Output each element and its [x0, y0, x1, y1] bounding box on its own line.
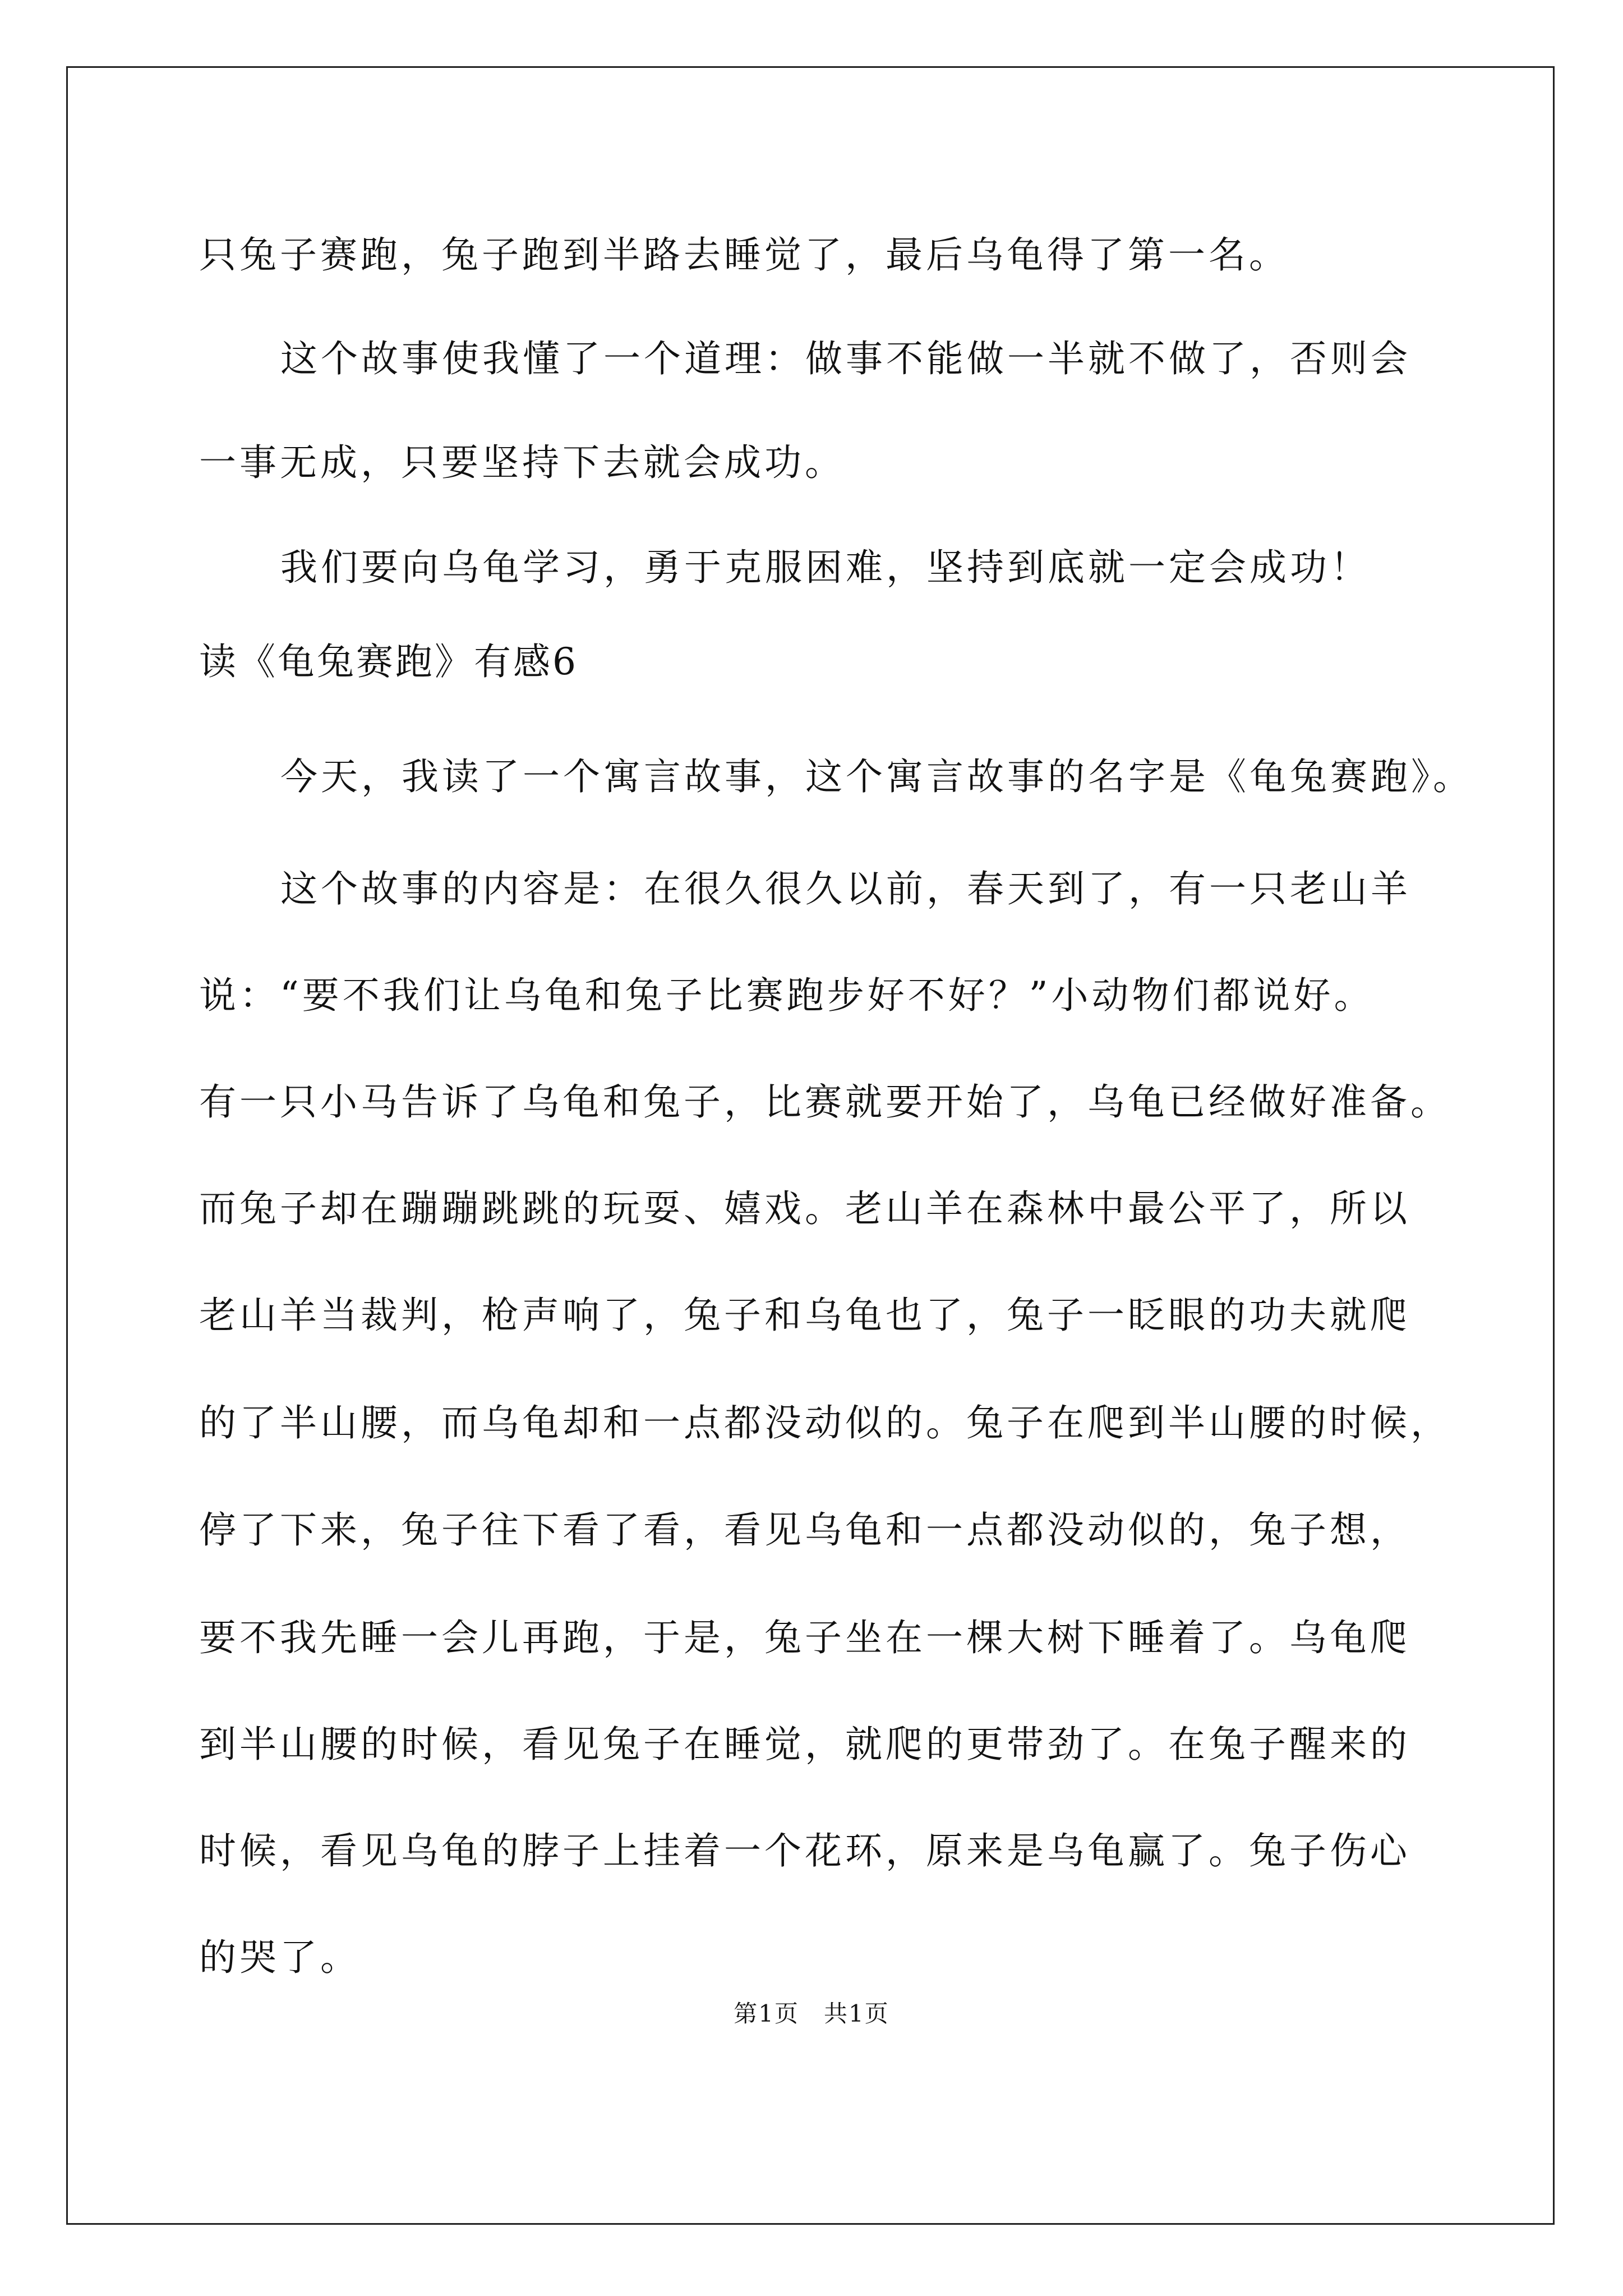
text-line: 老山羊当裁判，枪声响了，兔子和乌龟也了，兔子一眨眼的功夫就爬: [199, 1294, 1410, 1337]
text-line: 停了下来，兔子往下看了看，看见乌龟和一点都没动似的，兔子想，: [199, 1508, 1410, 1552]
page-number-footer: 第1页 共1页: [734, 2000, 889, 2027]
text-line: 只兔子赛跑，兔子跑到半路去睡觉了，最后乌龟得了第一名。: [199, 233, 1289, 277]
text-line: 我们要向乌龟学习，勇于克服困难，坚持到底就一定会成功！: [280, 546, 1371, 589]
text-line: 说：“要不我们让乌龟和兔子比赛跑步好不好？”小动物们都说好。: [199, 974, 1375, 1017]
text-line: 要不我先睡一会儿再跑，于是，兔子坐在一棵大树下睡着了。乌龟爬: [199, 1616, 1410, 1659]
text-line: 这个故事的内容是：在很久很久以前，春天到了，有一只老山羊: [280, 867, 1411, 910]
page-border: [66, 66, 1555, 2225]
text-line: 一事无成，只要坚持下去就会成功。: [199, 441, 845, 484]
text-line: 有一只小马告诉了乌龟和兔子，比赛就要开始了，乌龟已经做好准备。: [199, 1080, 1451, 1124]
text-line: 的哭了。: [199, 1936, 361, 1979]
section-heading: 读《龟兔赛跑》有感6: [199, 640, 578, 683]
text-line: 今天，我读了一个寓言故事，这个寓言故事的名字是《龟兔赛跑》。: [280, 755, 1473, 798]
text-line: 而兔子却在蹦蹦跳跳的玩耍、嬉戏。老山羊在森林中最公平了，所以: [199, 1187, 1410, 1230]
text-line: 这个故事使我懂了一个道理：做事不能做一半就不做了，否则会: [280, 337, 1411, 380]
text-line: 到半山腰的时候，看见兔子在睡觉，就爬的更带劲了。在兔子醒来的: [199, 1723, 1410, 1766]
text-line: 时候，看见乌龟的脖子上挂着一个花环，原来是乌龟赢了。兔子伤心: [199, 1829, 1410, 1872]
text-line: 的了半山腰，而乌龟却和一点都没动似的。兔子在爬到半山腰的时候，: [199, 1401, 1451, 1444]
